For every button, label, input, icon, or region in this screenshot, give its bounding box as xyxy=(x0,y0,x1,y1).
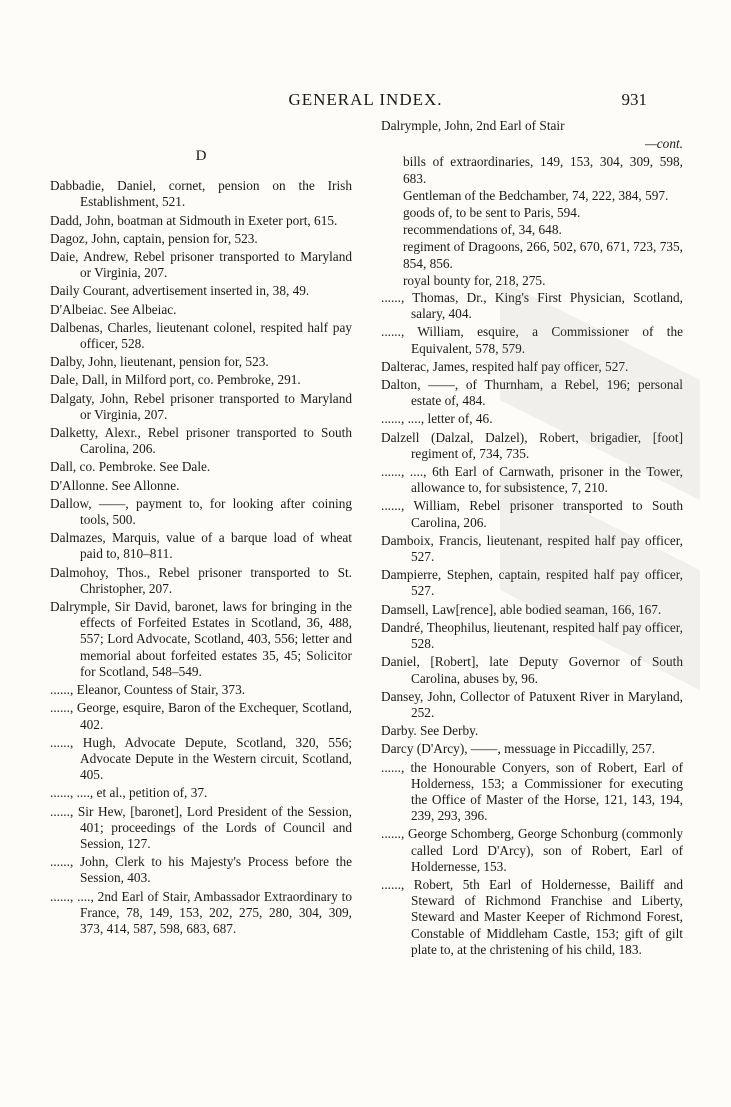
index-entry: ......, Hugh, Advocate Depute, Scotland, 320, 556; Advocate Depute in the Western circuit, Scotland, 405. xyxy=(50,734,352,783)
page-number: 931 xyxy=(621,90,647,109)
index-entry: Dallow, ——, payment to, for looking after coining tools, 500. xyxy=(50,495,352,528)
index-entry: Damsell, Law[rence], able bodied seaman, 166, 167. xyxy=(381,601,662,617)
index-entry: Dandré, Theophilus, lieutenant, respited half pay officer, 528. xyxy=(381,619,683,652)
index-entry: ......, George, esquire, Baron of the Exchequer, Scotland, 402. xyxy=(50,700,352,732)
index-entry: Daniel, [Robert], late Deputy Governor of South Carolina, abuses by, 96. xyxy=(381,654,683,686)
index-entry: Dalmazes, Marquis, value of a barque load of wheat paid to, 810–811. xyxy=(50,530,352,562)
index-entry: Dalton, ——, of Thurnham, a Rebel, 196; personal estate of, 484. xyxy=(381,377,683,409)
index-entry: ......, ...., letter of, 46. xyxy=(381,411,493,427)
index-subentry: Gentleman of the Bedchamber, 74, 222, 384, 597. xyxy=(403,187,669,203)
index-entry: Dalzell (Dalzal, Dalzel), Robert, brigadier, [foot] regiment of, 734, 735. xyxy=(381,429,683,461)
index-subentry: royal bounty for, 218, 275. xyxy=(403,272,546,288)
index-entry: ......, William, Rebel prisoner transported to South Carolina, 206. xyxy=(381,498,683,530)
index-entry: ......, the Honourable Conyers, son of Robert, Earl of Holderness, 153; a Commissioner for executing the Office of Master of the Horse, 121, 143, 194, 239, 293, 396. xyxy=(381,759,683,824)
index-entry: Damboix, Francis, lieutenant, respited half pay officer, 527. xyxy=(381,532,683,565)
index-entry: Dall, co. Pembroke. See Dale. xyxy=(50,459,211,475)
index-entry: Dale, Dall, in Milford port, co. Pembroke, 291. xyxy=(50,372,301,388)
index-entry: Darcy (D'Arcy), ——, messuage in Piccadilly, 257. xyxy=(381,741,656,757)
index-entry: Dabbadie, Daniel, cornet, pension on the Irish Establishment, 521. xyxy=(50,178,352,210)
index-entry: D'Allonne. See Allonne. xyxy=(50,477,180,493)
index-entry: ......, ...., 2nd Earl of Stair, Ambassador Extraordinary to France, 78, 149, 153, 202, 275, 280, 304, 309, 373, 414, 587, 598, 683, 687. xyxy=(50,888,352,936)
index-entry: Dalgaty, John, Rebel prisoner transported to Maryland or Virginia, 207. xyxy=(50,390,352,422)
index-entry: ......, George Schomberg, George Schonburg (commonly called Lord D'Arcy), son of Robert, Earl of Holdernesse, 153. xyxy=(381,826,683,874)
index-column-left xyxy=(50,118,352,939)
index-entry: Dansey, John, Collector of Patuxent River in Maryland, 252. xyxy=(381,688,683,720)
index-entry: Darby. See Derby. xyxy=(381,723,479,739)
index-subentry: bills of extraordinaries, 149, 153, 304, 309, 598, 683. xyxy=(403,154,683,186)
index-subentry: regiment of Dragoons, 266, 502, 670, 671, 723, 735, 854, 856. xyxy=(403,239,683,271)
index-entry: ......, Sir Hew, [baronet], Lord President of the Session, 401; proceedings of the Lords of Council and Session, 127. xyxy=(50,803,352,851)
index-entry: ......, John, Clerk to his Majesty's Process before the Session, 403. xyxy=(50,854,352,886)
continued-marker: —cont. xyxy=(644,136,683,152)
index-column-right xyxy=(381,118,683,960)
index-entry: ......, Robert, 5th Earl of Holdernesse, Bailiff and Steward of Richmond Franchise and Liberty, Steward and Master Keeper of Richmond Forest, Constable of Middleham Castle, 153; gift of gilt plate to, at the christening of his child, 183. xyxy=(381,876,683,957)
index-entry: D'Albeiac. See Albeiac. xyxy=(50,301,177,317)
section-letter: D xyxy=(195,148,207,164)
index-entry: ......, ...., 6th Earl of Carnwath, prisoner in the Tower, allowance to, for subsistence, 7, 210. xyxy=(381,464,683,496)
index-entry: Dalbenas, Charles, lieutenant colonel, respited half pay officer, 528. xyxy=(50,319,352,352)
index-entry: Dampierre, Stephen, captain, respited half pay officer, 527. xyxy=(381,567,683,599)
page-header-title: GENERAL INDEX. xyxy=(288,90,443,109)
index-entry: Dadd, John, boatman at Sidmouth in Exeter port, 615. xyxy=(50,212,338,228)
index-subentry: recommendations of, 34, 648. xyxy=(403,222,562,238)
index-subentry: goods of, to be sent to Paris, 594. xyxy=(403,205,581,221)
index-entry: Daie, Andrew, Rebel prisoner transported to Maryland or Virginia, 207. xyxy=(50,249,352,281)
index-entry: ......, Eleanor, Countess of Stair, 373. xyxy=(50,682,246,698)
index-entry: Dalketty, Alexr., Rebel prisoner transported to South Carolina, 206. xyxy=(50,425,352,457)
index-entry: Dagoz, John, captain, pension for, 523. xyxy=(50,230,258,246)
index-entry: ......, William, esquire, a Commissioner of the Equivalent, 578, 579. xyxy=(381,324,683,356)
index-entry: ......, Thomas, Dr., King's First Physician, Scotland, salary, 404. xyxy=(381,290,683,322)
index-entry: ......, ...., et al., petition of, 37. xyxy=(50,785,208,801)
index-entry: Dalrymple, John, 2nd Earl of Stair xyxy=(381,118,565,133)
index-entry: Dalrymple, Sir David, baronet, laws for bringing in the effects of Forfeited Estates in Scotland, 36, 488, 557; Lord Advocate, Scotland, 403, 556; letter and memorial about forfeited estates 35, 45; Solicitor for Scotland, 548–549. xyxy=(50,599,352,679)
index-entry: Dalmohoy, Thos., Rebel prisoner transported to St. Christopher, 207. xyxy=(50,564,352,596)
index-entry: Dalterac, James, respited half pay officer, 527. xyxy=(381,358,629,374)
index-entry: Dalby, John, lieutenant, pension for, 523. xyxy=(50,354,269,370)
index-entry: Daily Courant, advertisement inserted in, 38, 49. xyxy=(50,283,310,299)
